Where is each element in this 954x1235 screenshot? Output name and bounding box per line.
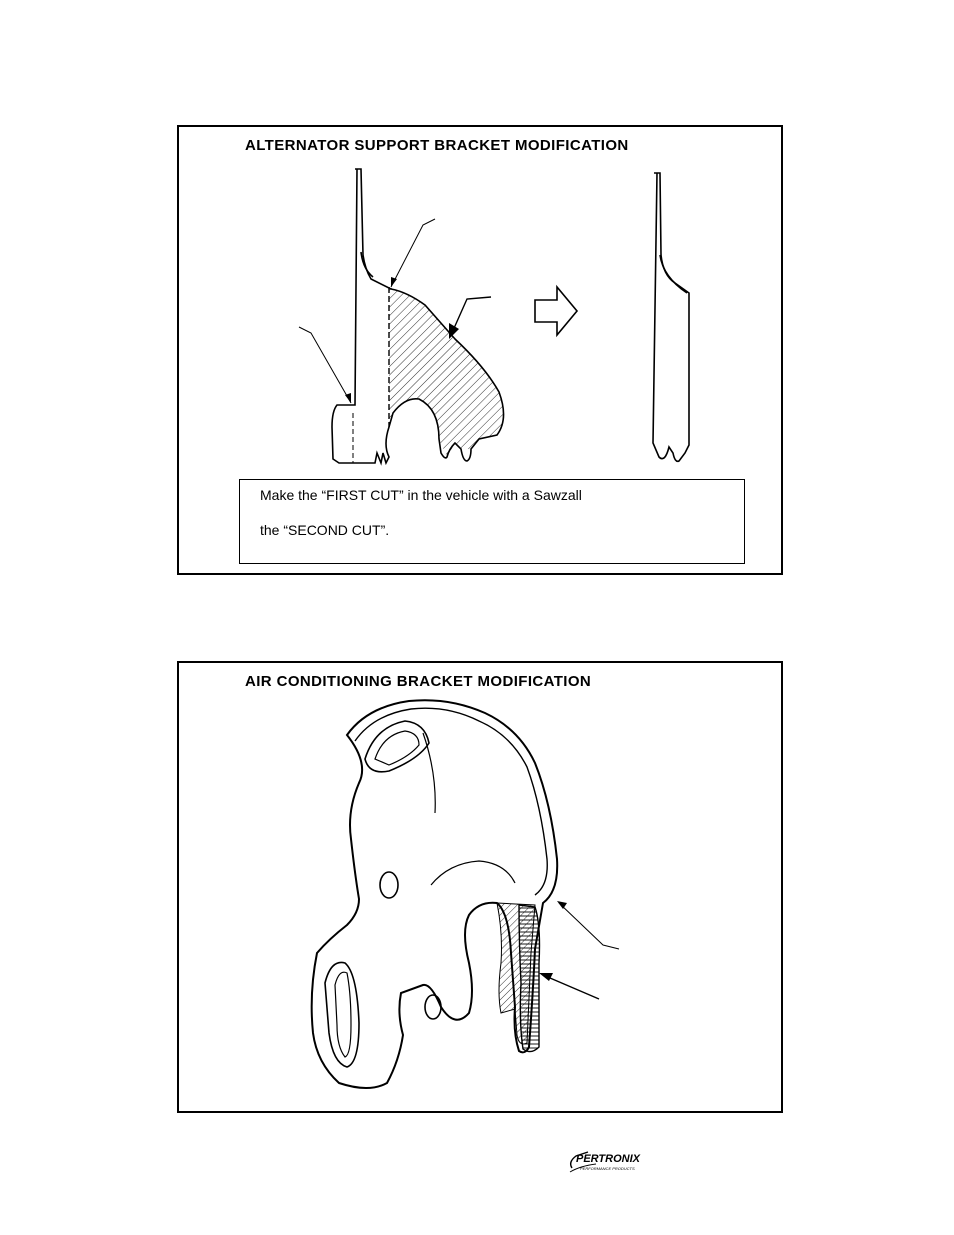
instruction-line-1: Make the “FIRST CUT” in the vehicle with a Sawzall — [260, 487, 582, 503]
instruction-note-box — [239, 479, 745, 564]
logo-tagline-text: PERFORMANCE PRODUCTS — [580, 1166, 635, 1171]
alternator-bracket-panel — [177, 125, 783, 575]
modified-bracket-drawing — [653, 173, 689, 461]
logo-brand-text: PERTRONIX — [576, 1153, 640, 1165]
second-cut-leader — [299, 327, 351, 403]
first-cut-leader — [391, 219, 435, 287]
pertronix-logo — [566, 1142, 646, 1178]
ac-bracket-diagram — [179, 663, 781, 1111]
right-arrow-icon — [535, 287, 577, 335]
ac-strip-leader — [543, 975, 599, 999]
ac-bracket-panel — [177, 661, 783, 1113]
ac-panel-title: AIR CONDITIONING BRACKET MODIFICATION — [245, 673, 592, 690]
instruction-line-2: the “SECOND CUT”. — [260, 522, 390, 538]
alternator-panel-title: ALTERNATOR SUPPORT BRACKET MODIFICATION — [245, 137, 629, 154]
ac-cut-leader — [559, 903, 619, 949]
ac-cut-strip — [519, 905, 540, 1052]
